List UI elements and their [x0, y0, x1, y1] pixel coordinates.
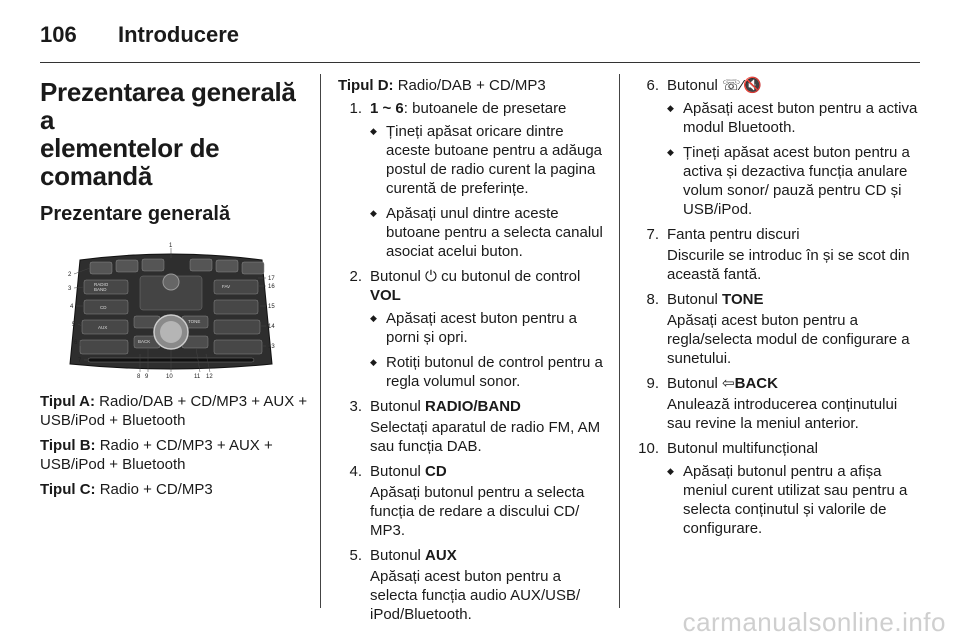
list-item [338, 267, 610, 391]
list-item [637, 439, 922, 538]
panel-label-cd: CD [100, 305, 107, 310]
type-d-text: Radio/DAB + CD/MP3 [393, 77, 546, 94]
list-item [338, 397, 610, 456]
type-a [40, 392, 308, 430]
item-title: RADIO/BAND [425, 398, 521, 415]
list-item [637, 225, 922, 284]
type-d-label: Tipul D: [338, 77, 394, 94]
item-number: 5. [349, 547, 362, 564]
item-title: AUX [425, 547, 457, 564]
callout-10: 10 [166, 374, 173, 380]
item-description: Anulează introducerea conținutului sau revine la meniul anterior. [667, 396, 898, 432]
controls-list-b [637, 76, 922, 538]
item-number: 6. [646, 77, 659, 94]
panel-label-back: BACK [138, 339, 151, 344]
callout-8: 8 [137, 374, 141, 380]
item-suffix: cu butonul de control [436, 268, 581, 285]
type-b-text: Radio + CD/MP3 + AUX + USB/iPod + Bluetooth [40, 437, 273, 473]
callout-7: 7 [78, 358, 82, 364]
callout-1: 1 [169, 243, 173, 249]
item-description: Apăsați acest buton pentru a regla/selecta modul de configurare a sunetului. [667, 312, 910, 367]
callout-12: 12 [206, 374, 213, 380]
item-prefix: Butonul [370, 268, 426, 285]
control-panel-illustration [40, 242, 302, 380]
callout-6: 6 [74, 340, 78, 346]
type-c-label: Tipul C: [40, 481, 96, 498]
type-b [40, 436, 308, 474]
item-description: Apăsați butonul pentru a selecta funcția de redare a discului CD/ MP3. [370, 484, 585, 539]
item-number: 1. [349, 100, 362, 117]
bullet-item: ◆ Țineți apăsat oricare dintre aceste butoane pentru a adăuga postul de radio curent la pagina curentă de preferințe. [370, 122, 610, 198]
header-divider [40, 62, 920, 63]
column-middle [338, 70, 610, 630]
callout-15: 15 [268, 304, 275, 310]
list-item [338, 99, 610, 261]
item-description: Selectați aparatul de radio FM, AM sau funcția DAB. [370, 419, 601, 455]
callout-9: 9 [145, 374, 149, 380]
callout-16: 16 [268, 284, 275, 290]
item-prefix: Butonul [370, 547, 426, 564]
page-title-line1: Prezentarea generală a [40, 77, 296, 135]
column-left [40, 70, 308, 505]
controls-list-a [338, 99, 610, 624]
section-title: Introducere [118, 22, 240, 47]
page-title-line2: elementelor de comandă [40, 133, 220, 191]
column-right [637, 70, 922, 544]
item-prefix: Butonul [667, 291, 723, 308]
callout-17: 17 [268, 276, 275, 282]
type-c [40, 480, 308, 499]
type-a-text: Radio/DAB + CD/MP3 + AUX + USB/iPod + Bluetooth [40, 393, 308, 429]
item-number: 4. [349, 463, 362, 480]
item-number: 10. [638, 440, 659, 457]
item-title: Fanta pentru discuri [667, 226, 800, 243]
callout-2: 2 [68, 272, 72, 278]
item-number: 3. [349, 398, 362, 415]
callout-13: 13 [268, 344, 275, 350]
item-description: Apăsați acest buton pentru a selecta funcția audio AUX/USB/ iPod/Bluetooth. [370, 568, 581, 623]
bullet-item: ◆ Apăsați unul dintre aceste butoane pentru a selecta canalul asociat acelui buton. [370, 204, 610, 261]
list-item [637, 290, 922, 368]
type-d [338, 76, 610, 95]
item-title: TONE [722, 291, 764, 308]
item-title: 1 ~ 6 [370, 100, 404, 117]
bullet-item: ◆ Rotiți butonul de control pentru a regla volumul sonor. [370, 353, 610, 391]
back-arrow-icon: ⇦ [722, 375, 735, 392]
type-b-label: Tipul B: [40, 437, 96, 454]
list-item [338, 546, 610, 624]
callout-14: 14 [268, 324, 275, 330]
watermark: carmanualsonline.info [682, 607, 946, 637]
callout-11: 11 [194, 374, 201, 380]
panel-label-fav: FAV [222, 284, 231, 289]
callout-3: 3 [68, 286, 72, 292]
item-prefix: Butonul [370, 398, 426, 415]
item-title: CD [425, 463, 447, 480]
type-list [40, 392, 308, 499]
panel-label-radio-band: RADIO BAND [94, 282, 109, 292]
page-header [40, 14, 920, 54]
type-c-text: Radio + CD/MP3 [95, 481, 213, 498]
phone-mute-icon: ☏⁄🔇 [722, 77, 762, 94]
bullet-item: ◆ Apăsați butonul pentru a afișa meniul curent utilizat sau pentru a selecta conținutul și valorile de configurare. [667, 462, 922, 538]
item-title: BACK [734, 375, 778, 392]
item-title: Butonul multifuncțional [667, 440, 818, 457]
item-prefix: Butonul [370, 463, 426, 480]
callout-4: 4 [70, 304, 74, 310]
list-item [637, 374, 922, 433]
item-number: 2. [349, 268, 362, 285]
page-title [40, 78, 308, 190]
item-title: VOL [370, 287, 401, 304]
type-a-label: Tipul A: [40, 393, 95, 410]
item-number: 8. [646, 291, 659, 308]
item-number: 9. [646, 375, 659, 392]
bullet-item: ◆ Țineți apăsat acest buton pentru a activa și dezactiva funcția anulare volum sonor/ pauză pentru CD și USB/iPod. [667, 143, 922, 219]
item-title-suffix: : butoanele de presetare [403, 100, 567, 117]
item-prefix: Butonul [667, 375, 723, 392]
item-description: Discurile se introduc în și se scot din această fantă. [667, 247, 910, 283]
power-icon: ⏻ [425, 268, 437, 285]
panel-label-aux: AUX [98, 325, 108, 330]
column-divider-1 [320, 74, 321, 608]
page-number: 106 [40, 22, 77, 47]
item-prefix: Butonul [667, 77, 723, 94]
list-item [637, 76, 922, 219]
callout-5: 5 [72, 322, 76, 328]
list-item [338, 462, 610, 540]
panel-label-tone: TONE [188, 319, 201, 324]
bullet-item: ◆ Apăsați acest buton pentru a activa modul Bluetooth. [667, 99, 922, 137]
item-number: 7. [646, 226, 659, 243]
subtitle: Prezentare generală [40, 203, 231, 225]
bullet-item: ◆ Apăsați acest buton pentru a porni și opri. [370, 309, 610, 347]
column-divider-2 [619, 74, 620, 608]
